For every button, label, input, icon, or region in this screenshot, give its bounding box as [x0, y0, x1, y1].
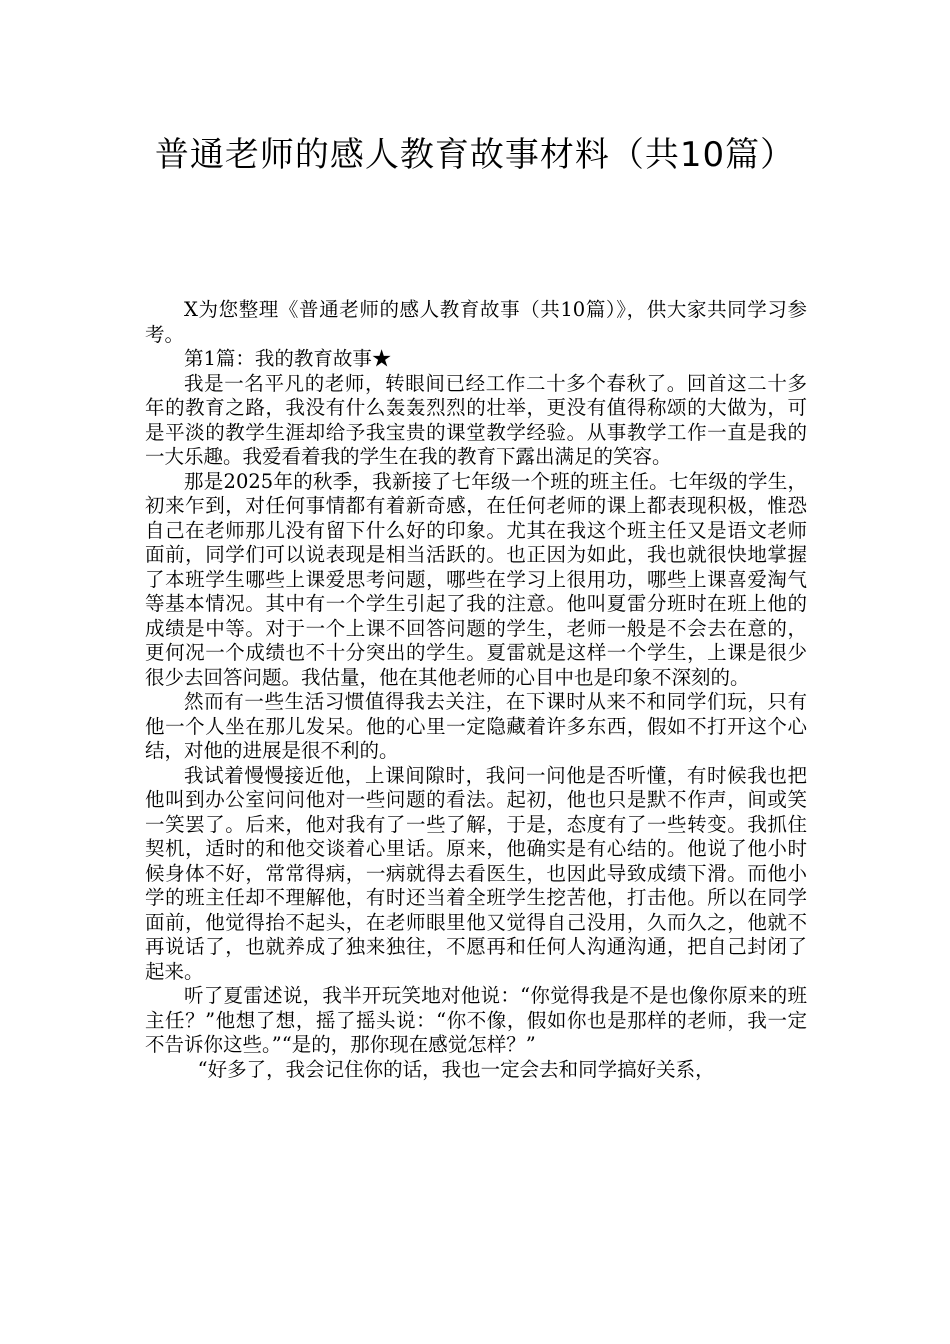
intro-paragraph: X为您整理《普通老师的感人教育故事（共10篇）》，供大家共同学习参考。 — [145, 298, 807, 346]
document-title: 普通老师的感人教育故事材料（共10篇） — [154, 135, 796, 175]
document-body — [145, 298, 807, 1082]
body-paragraph: 我是一名平凡的老师，转眼间已经工作二十多个春秋了。回首这二十多年的教育之路，我没有什么轰轰烈烈的壮举，更没有值得称颂的大做为，可是平淡的教学生涯却给予我宝贵的课堂教学经验。从事教学工作一直是我的一大乐趣。我爱看着我的学生在我的教育下露出满足的笑容。 — [145, 371, 807, 468]
body-paragraph: “好多了，我会记住你的话，我也一定会去和同学搞好关系， — [197, 1057, 715, 1081]
body-paragraph: 听了夏雷述说，我半开玩笑地对他说：“你觉得我是不是也像你原来的班主任？”他想了想，摇了摇头说：“你不像，假如你也是那样的老师，我一定不告诉你这些。”“是的，那你现在感觉怎样？” — [145, 984, 807, 1056]
body-paragraph: 那是2025年的秋季，我新接了七年级一个班的班主任。七年级的学生，初来乍到，对任何事情都有着新奇感，在任何老师的课上都表现积极，惟恐自己在老师那儿没有留下什么好的印象。尤其在我这个班主任又是语文老师面前，同学们可以说表现是相当活跃的。也正因为如此，我也就很快地掌握了本班学生哪些上课爱思考问题，哪些在学习上很用功，哪些上课喜爱淘气等基本情况。其中有一个学生引起了我的注意。他叫夏雷分班时在班上他的成绩是中等。对于一个上课不回答问题的学生，老师一般是不会去在意的，更何况一个成绩也不十分突出的学生。夏雷就是这样一个学生，上课是很少很少去回答问题。我估量，他在其他老师的心目中也是印象不深刻的。 — [145, 469, 807, 689]
body-paragraph: 然而有一些生活习惯值得我去关注，在下课时从来不和同学们玩，只有他一个人坐在那儿发呆。他的心里一定隐藏着许多东西，假如不打开这个心结，对他的进展是很不利的。 — [145, 690, 807, 762]
body-paragraph: 我试着慢慢接近他，上课间隙时，我问一问他是否听懂，有时候我也把他叫到办公室问问他对一些问题的看法。起初，他也只是默不作声，间或笑一笑罢了。后来，他对我有了一些了解，于是，态度有了一些转变。我抓住契机，适时的和他交谈着心里话。原来，他确实是有心结的。他说了他小时候身体不好，常常得病，一病就得去看医生，也因此导致成绩下滑。而他小学的班主任却不理解他，有时还当着全班学生挖苦他，打击他。所以在同学面前，他觉得抬不起头，在老师眼里他又觉得自己没用，久而久之，他就不再说话了，也就养成了独来独往，不愿再和任何人沟通沟通，把自己封闭了起来。 — [145, 763, 807, 983]
chapter-heading: 第1篇：我的教育故事★ — [184, 347, 392, 370]
